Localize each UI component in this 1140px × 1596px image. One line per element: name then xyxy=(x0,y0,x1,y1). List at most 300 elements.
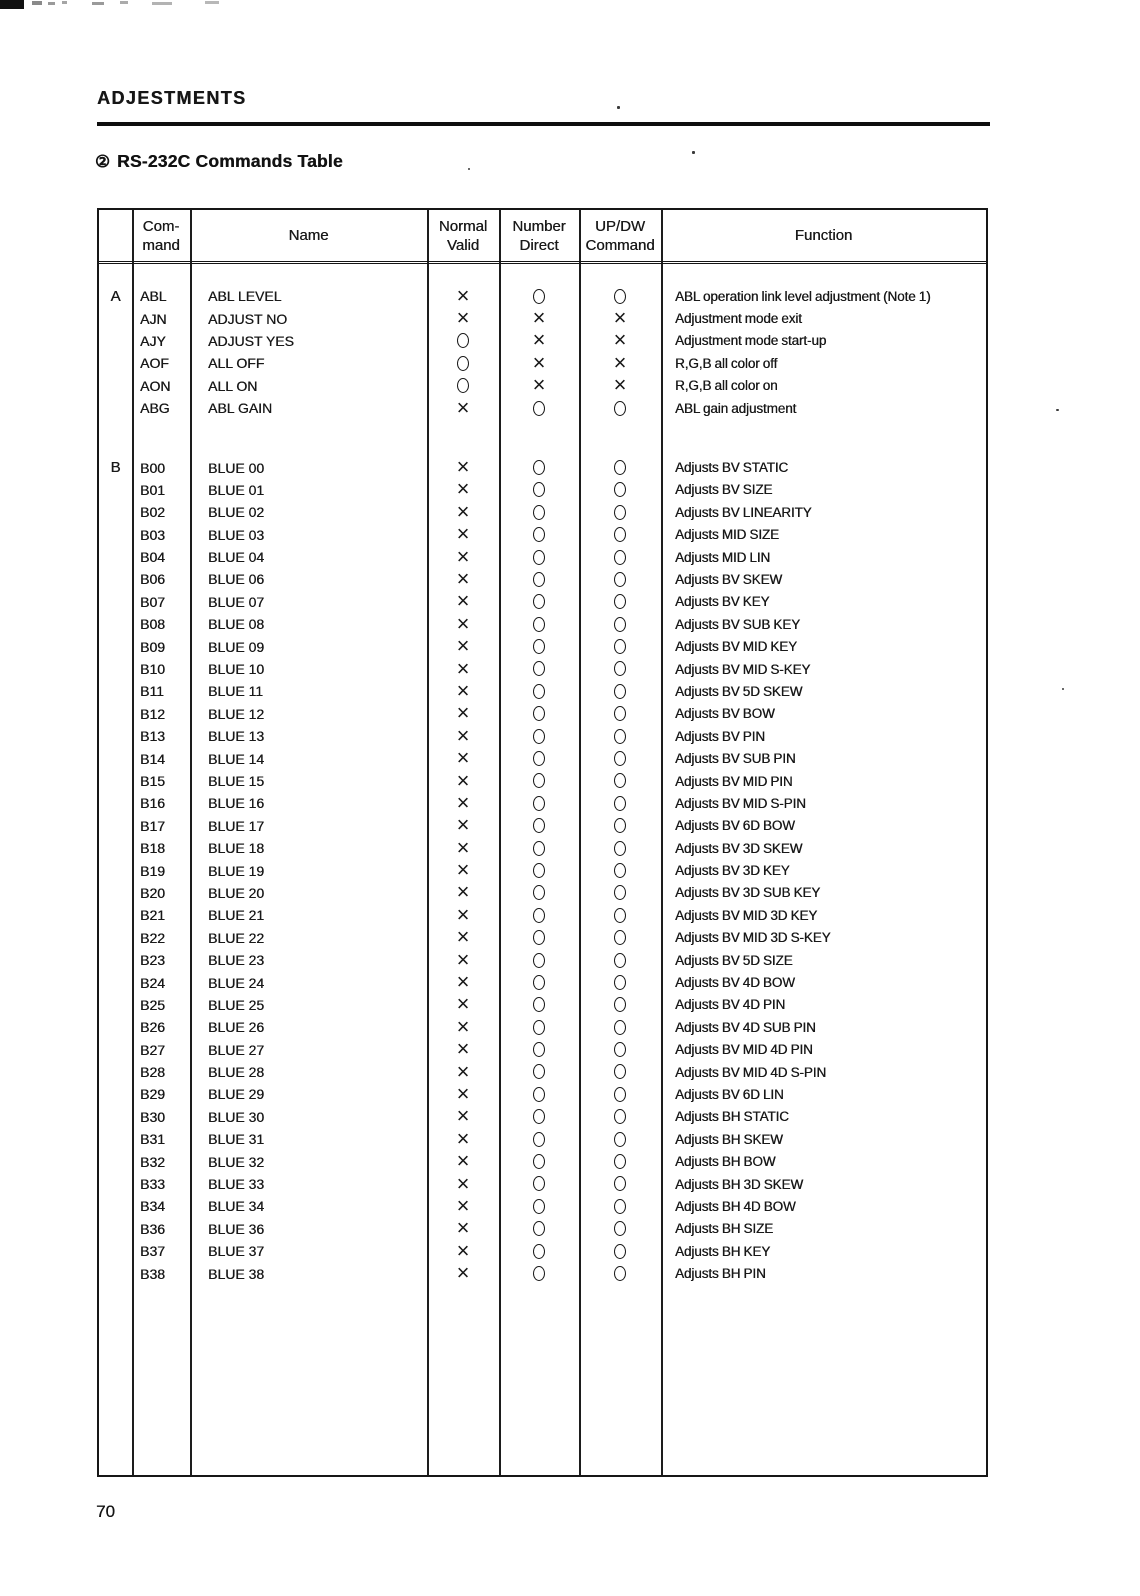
circle-mark xyxy=(614,684,626,699)
table-row xyxy=(99,655,986,681)
normal-valid-cell xyxy=(427,333,499,350)
circle-mark xyxy=(614,863,626,878)
name-cell: ADJUST YES xyxy=(208,332,294,349)
function-cell: Adjusts BV MID 3D KEY xyxy=(675,907,818,923)
circle-mark xyxy=(614,661,626,676)
table-row xyxy=(99,1125,986,1151)
circle-mark xyxy=(614,617,626,632)
normal-valid-cell xyxy=(427,394,499,420)
normal-valid-cell xyxy=(427,610,499,636)
circle-mark xyxy=(614,1020,626,1035)
table-row xyxy=(99,946,986,972)
normal-valid-cell xyxy=(427,946,499,972)
normal-valid-cell xyxy=(427,969,499,995)
circle-mark xyxy=(533,1266,545,1281)
name-cell: BLUE 07 xyxy=(208,593,265,610)
updw-command-cell xyxy=(579,750,661,767)
circle-mark xyxy=(614,997,626,1012)
updw-command-cell xyxy=(579,482,661,499)
updw-command-cell xyxy=(579,459,661,476)
name-cell: BLUE 30 xyxy=(208,1108,265,1125)
circle-mark xyxy=(614,594,626,609)
circle-mark xyxy=(614,908,626,923)
circle-mark xyxy=(533,953,545,968)
number-direct-cell xyxy=(499,1265,579,1282)
table-row xyxy=(99,635,986,657)
section-number-marker: ② xyxy=(95,153,110,171)
function-cell: Adjusts BV MID 4D PIN xyxy=(675,1042,813,1058)
number-direct-cell xyxy=(499,817,579,834)
circle-mark xyxy=(533,684,545,699)
normal-valid-cell xyxy=(427,1148,499,1174)
name-cell: BLUE 36 xyxy=(208,1220,265,1237)
function-cell: Adjusts BH STATIC xyxy=(675,1109,789,1125)
normal-valid-cell xyxy=(427,633,499,659)
command-cell: B34 xyxy=(140,1198,165,1215)
section-title: RS-232C Commands Table xyxy=(117,151,343,171)
normal-valid-cell xyxy=(427,879,499,905)
name-cell: BLUE 26 xyxy=(208,1019,265,1036)
number-direct-cell xyxy=(499,773,579,790)
normal-valid-cell xyxy=(427,543,499,569)
command-cell: B21 xyxy=(140,907,165,924)
normal-valid-cell xyxy=(427,377,499,394)
circle-mark xyxy=(614,818,626,833)
normal-valid-cell xyxy=(427,498,499,524)
section-heading xyxy=(95,151,343,172)
circle-mark xyxy=(533,617,545,632)
table-row xyxy=(99,1262,986,1284)
command-cell: B30 xyxy=(140,1108,165,1125)
normal-valid-cell xyxy=(427,476,499,502)
updw-command-cell xyxy=(579,504,661,521)
name-cell: BLUE 33 xyxy=(208,1176,265,1193)
command-cell: B08 xyxy=(140,616,165,633)
table-row xyxy=(99,543,986,569)
normal-valid-cell xyxy=(427,767,499,793)
name-cell: BLUE 20 xyxy=(208,884,265,901)
table-row xyxy=(99,372,986,398)
table-row xyxy=(99,521,986,547)
command-cell: B20 xyxy=(140,884,165,901)
circle-mark xyxy=(533,1132,545,1147)
function-cell: Adjusts MID SIZE xyxy=(675,527,779,543)
name-cell: BLUE 17 xyxy=(208,817,265,834)
normal-valid-cell xyxy=(427,454,499,480)
command-cell: B11 xyxy=(140,683,164,700)
name-cell: ABL LEVEL xyxy=(208,288,282,305)
function-cell: Adjusts MID LIN xyxy=(675,549,771,565)
cross-mark: × xyxy=(456,700,470,726)
circle-mark xyxy=(614,460,626,475)
circle-mark xyxy=(533,661,545,676)
normal-valid-cell xyxy=(427,901,499,927)
circle-mark xyxy=(614,289,626,304)
function-cell: Adjusts BH KEY xyxy=(675,1243,771,1259)
name-cell: BLUE 28 xyxy=(208,1064,265,1081)
updw-command-cell xyxy=(579,1131,661,1148)
circle-mark xyxy=(533,1199,545,1214)
circle-mark xyxy=(614,1176,626,1191)
number-direct-cell xyxy=(499,840,579,857)
function-cell: Adjusts BV LINEARITY xyxy=(675,504,812,520)
normal-valid-cell xyxy=(427,924,499,950)
table-row xyxy=(99,700,986,726)
updw-command-cell xyxy=(579,1265,661,1282)
number-direct-cell xyxy=(499,400,579,417)
cross-mark: × xyxy=(456,1103,470,1129)
updw-command-cell xyxy=(579,1243,661,1260)
cross-mark: × xyxy=(456,1148,470,1174)
function-cell: Adjusts BV SKEW xyxy=(675,571,783,587)
cross-mark: × xyxy=(456,812,470,838)
table-row xyxy=(99,1013,986,1039)
name-cell: BLUE 21 xyxy=(208,907,265,924)
normal-valid-cell xyxy=(427,305,499,331)
table-row xyxy=(99,476,986,502)
circle-mark xyxy=(533,639,545,654)
cross-mark: × xyxy=(456,857,470,883)
cross-mark: × xyxy=(613,327,627,353)
table-row xyxy=(99,747,986,769)
command-cell: AJY xyxy=(140,332,166,349)
number-direct-cell xyxy=(499,1198,579,1215)
updw-command-cell xyxy=(579,795,661,812)
updw-command-cell xyxy=(579,1153,661,1170)
circle-mark xyxy=(614,773,626,788)
number-direct-cell xyxy=(499,661,579,678)
table-row xyxy=(99,901,986,927)
command-cell: B32 xyxy=(140,1153,165,1170)
command-cell: B06 xyxy=(140,571,165,588)
table-row xyxy=(99,1058,986,1084)
circle-mark xyxy=(457,333,469,348)
scan-speckle xyxy=(468,168,470,170)
updw-command-cell xyxy=(579,400,661,417)
cross-mark: × xyxy=(456,1237,470,1263)
function-cell: Adjusts BV SUB PIN xyxy=(675,751,796,767)
updw-command-cell xyxy=(579,885,661,902)
updw-command-cell xyxy=(579,728,661,745)
normal-valid-cell xyxy=(427,789,499,815)
updw-command-cell xyxy=(579,1176,661,1193)
name-cell: ABL GAIN xyxy=(208,400,273,417)
function-cell: ABL gain adjustment xyxy=(675,400,797,416)
normal-valid-cell xyxy=(427,282,499,308)
table-row xyxy=(99,498,986,524)
table-row xyxy=(99,349,986,375)
table-row xyxy=(99,1215,986,1241)
updw-command-cell xyxy=(579,1064,661,1081)
section-letter-cell: B xyxy=(110,459,121,477)
number-direct-cell xyxy=(499,349,579,375)
circle-mark xyxy=(533,1087,545,1102)
function-cell: Adjusts BV 4D PIN xyxy=(675,997,786,1013)
updw-command-cell xyxy=(579,571,661,588)
circle-mark xyxy=(533,773,545,788)
number-direct-cell xyxy=(499,1064,579,1081)
scan-edge-mark xyxy=(0,0,24,9)
circle-mark xyxy=(614,706,626,721)
updw-command-cell xyxy=(579,862,661,879)
circle-mark xyxy=(457,378,469,393)
circle-mark xyxy=(614,1132,626,1147)
number-direct-cell xyxy=(499,1131,579,1148)
cross-mark: × xyxy=(456,1215,470,1241)
name-cell: ALL OFF xyxy=(208,355,265,372)
normal-valid-cell xyxy=(427,722,499,748)
number-direct-cell xyxy=(499,1243,579,1260)
function-cell: Adjusts BV 3D SKEW xyxy=(675,840,803,856)
normal-valid-cell xyxy=(427,521,499,547)
circle-mark xyxy=(614,1199,626,1214)
name-cell: BLUE 08 xyxy=(208,616,265,633)
table-row xyxy=(99,282,986,308)
command-cell: B10 xyxy=(140,661,165,678)
circle-mark xyxy=(533,908,545,923)
function-cell: Adjustment mode start-up xyxy=(675,333,827,349)
cross-mark: × xyxy=(456,834,470,860)
section-gap xyxy=(99,419,986,456)
table-row xyxy=(99,789,986,815)
function-cell: Adjusts BH BOW xyxy=(675,1154,776,1170)
cross-mark: × xyxy=(456,521,470,547)
cross-mark: × xyxy=(532,327,546,353)
table-row xyxy=(99,1170,986,1196)
normal-valid-cell xyxy=(427,655,499,681)
circle-mark xyxy=(614,550,626,565)
function-cell: Adjusts BV KEY xyxy=(675,594,770,610)
function-cell: Adjusts BV STATIC xyxy=(675,460,789,476)
number-direct-cell xyxy=(499,327,579,353)
number-direct-cell xyxy=(499,1153,579,1170)
circle-mark xyxy=(533,594,545,609)
name-cell: BLUE 01 xyxy=(208,481,265,498)
updw-command-cell xyxy=(579,683,661,700)
name-cell: ALL ON xyxy=(208,377,258,394)
cross-mark: × xyxy=(456,722,470,748)
table-body xyxy=(99,264,986,1285)
name-cell: BLUE 38 xyxy=(208,1265,265,1282)
table-row xyxy=(99,879,986,905)
name-cell: BLUE 03 xyxy=(208,526,265,543)
table-row xyxy=(99,394,986,420)
circle-mark xyxy=(533,527,545,542)
function-cell: Adjusts BV 5D SIZE xyxy=(675,952,793,968)
cross-mark: × xyxy=(456,677,470,703)
cross-mark: × xyxy=(456,879,470,905)
name-cell: BLUE 11 xyxy=(208,683,263,700)
circle-mark xyxy=(614,572,626,587)
function-cell: Adjusts BH SKEW xyxy=(675,1131,783,1147)
name-cell: BLUE 13 xyxy=(208,728,265,745)
normal-valid-cell xyxy=(427,588,499,614)
updw-command-cell xyxy=(579,1086,661,1103)
updw-command-cell xyxy=(579,372,661,398)
circle-mark xyxy=(614,751,626,766)
updw-command-cell xyxy=(579,661,661,678)
table-row xyxy=(99,588,986,614)
cross-mark: × xyxy=(456,610,470,636)
circle-mark xyxy=(533,572,545,587)
cross-mark: × xyxy=(456,655,470,681)
command-cell: B27 xyxy=(140,1041,165,1058)
updw-command-cell xyxy=(579,773,661,790)
scan-speckle xyxy=(692,151,695,154)
function-cell: R,G,B all color off xyxy=(675,355,778,371)
circle-mark xyxy=(533,1064,545,1079)
normal-valid-cell xyxy=(427,812,499,838)
cross-mark: × xyxy=(456,969,470,995)
header-name: Name xyxy=(288,227,329,244)
circle-mark xyxy=(614,1266,626,1281)
name-cell: BLUE 09 xyxy=(208,638,265,655)
circle-mark xyxy=(457,356,469,371)
updw-command-cell xyxy=(579,616,661,633)
scan-edge-dash xyxy=(92,2,104,5)
name-cell: ADJUST NO xyxy=(208,310,288,327)
command-cell: B22 xyxy=(140,929,165,946)
header-command: Com- mand xyxy=(142,217,180,254)
updw-command-cell xyxy=(579,593,661,610)
cross-mark: × xyxy=(456,394,470,420)
updw-command-cell xyxy=(579,1108,661,1125)
cross-mark: × xyxy=(456,498,470,524)
function-cell: Adjusts BV 6D BOW xyxy=(675,818,795,834)
circle-mark xyxy=(614,975,626,990)
circle-mark xyxy=(614,1109,626,1124)
updw-command-cell xyxy=(579,974,661,991)
table-row xyxy=(99,924,986,950)
cross-mark: × xyxy=(456,1260,470,1286)
updw-command-cell xyxy=(579,1041,661,1058)
circle-mark xyxy=(533,975,545,990)
header-function: Function xyxy=(794,227,853,244)
name-cell: BLUE 22 xyxy=(208,929,265,946)
command-cell: B38 xyxy=(140,1265,165,1282)
normal-valid-cell xyxy=(427,1192,499,1218)
table-row xyxy=(99,767,986,793)
cross-mark: × xyxy=(456,588,470,614)
normal-valid-cell xyxy=(427,1215,499,1241)
normal-valid-cell xyxy=(427,991,499,1017)
function-cell: Adjusts BV 4D BOW xyxy=(675,975,795,991)
circle-mark xyxy=(533,863,545,878)
command-cell: ABL xyxy=(140,288,167,305)
updw-command-cell xyxy=(579,705,661,722)
circle-mark xyxy=(533,885,545,900)
number-direct-cell xyxy=(499,795,579,812)
command-cell: B26 xyxy=(140,1019,165,1036)
cross-mark: × xyxy=(456,789,470,815)
cross-mark: × xyxy=(456,282,470,308)
function-cell: Adjusts BH SIZE xyxy=(675,1221,774,1237)
updw-command-cell xyxy=(579,997,661,1014)
command-cell: B07 xyxy=(140,593,165,610)
name-cell: BLUE 14 xyxy=(208,750,265,767)
cross-mark: × xyxy=(456,901,470,927)
function-cell: Adjusts BV MID PIN xyxy=(675,773,793,789)
circle-mark xyxy=(533,796,545,811)
circle-mark xyxy=(533,1042,545,1057)
name-cell: BLUE 18 xyxy=(208,840,265,857)
header-updw-command: UP/DW Command xyxy=(585,217,655,254)
number-direct-cell xyxy=(499,907,579,924)
circle-mark xyxy=(614,1087,626,1102)
scan-edge-dash xyxy=(120,1,128,4)
normal-valid-cell xyxy=(427,1170,499,1196)
updw-command-cell xyxy=(579,840,661,857)
circle-mark xyxy=(533,1109,545,1124)
normal-valid-cell xyxy=(427,565,499,591)
circle-mark xyxy=(533,818,545,833)
number-direct-cell xyxy=(499,459,579,476)
circle-mark xyxy=(614,1154,626,1169)
number-direct-cell xyxy=(499,1220,579,1237)
table-row xyxy=(99,1036,986,1062)
cross-mark: × xyxy=(613,372,627,398)
circle-mark xyxy=(614,1221,626,1236)
cross-mark: × xyxy=(456,633,470,659)
function-cell: Adjusts BV 3D KEY xyxy=(675,863,790,879)
circle-mark xyxy=(533,289,545,304)
cross-mark: × xyxy=(532,305,546,331)
function-cell: Adjusts BH PIN xyxy=(675,1266,766,1282)
normal-valid-cell xyxy=(427,1260,499,1286)
function-cell: Adjusts BV 4D SUB PIN xyxy=(675,1019,816,1035)
normal-valid-cell xyxy=(427,677,499,703)
table-row xyxy=(99,610,986,636)
cross-mark: × xyxy=(456,991,470,1017)
function-cell: Adjusts BV 6D LIN xyxy=(675,1086,784,1102)
number-direct-cell xyxy=(499,616,579,633)
number-direct-cell xyxy=(499,705,579,722)
cross-mark: × xyxy=(456,1013,470,1039)
function-cell: Adjusts BV 5D SKEW xyxy=(675,683,803,699)
name-cell: BLUE 32 xyxy=(208,1153,265,1170)
cross-mark: × xyxy=(456,1080,470,1106)
circle-mark xyxy=(533,401,545,416)
circle-mark xyxy=(533,550,545,565)
number-direct-cell xyxy=(499,997,579,1014)
circle-mark xyxy=(533,1020,545,1035)
header-rule xyxy=(97,122,990,126)
command-cell: B04 xyxy=(140,549,165,566)
cross-mark: × xyxy=(456,767,470,793)
updw-command-cell xyxy=(579,549,661,566)
command-cell: B17 xyxy=(140,817,165,834)
name-cell: BLUE 06 xyxy=(208,571,265,588)
circle-mark xyxy=(614,841,626,856)
normal-valid-cell xyxy=(427,700,499,726)
table-row xyxy=(99,307,986,329)
circle-mark xyxy=(533,997,545,1012)
cross-mark: × xyxy=(456,543,470,569)
updw-command-cell xyxy=(579,929,661,946)
command-cell: ABG xyxy=(140,400,170,417)
cross-mark: × xyxy=(456,946,470,972)
name-cell: BLUE 23 xyxy=(208,952,265,969)
command-cell: B15 xyxy=(140,773,165,789)
updw-command-cell xyxy=(579,952,661,969)
command-cell: B25 xyxy=(140,996,165,1013)
number-direct-cell xyxy=(499,372,579,398)
cross-mark: × xyxy=(456,476,470,502)
number-direct-cell xyxy=(499,728,579,745)
updw-command-cell xyxy=(579,1220,661,1237)
command-cell: AON xyxy=(140,377,171,394)
name-cell: BLUE 31 xyxy=(208,1131,265,1148)
